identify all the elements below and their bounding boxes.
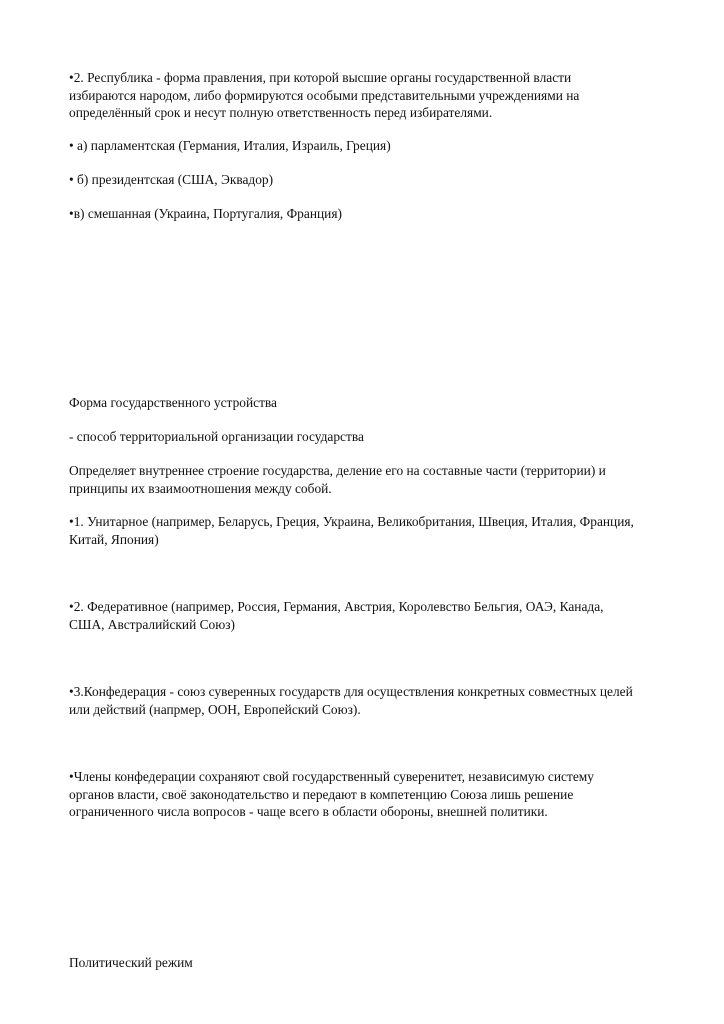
text-line: •Члены конфедерации сохраняют свой государственный суверенитет, независимую систему [69, 769, 594, 784]
text-line: Определяет внутреннее строение государства, деление его на составные части (территории) и [69, 463, 606, 478]
text-line: ограниченного числа вопросов - чаще всего в области обороны, внешней политики. [69, 804, 548, 820]
text-line: • а) парламентская (Германия, Италия, Израиль, Греция) [69, 138, 391, 153]
political-regime-heading [69, 954, 669, 972]
text-line: или действий (напрмер, ООН, Европейский Союз). [69, 701, 361, 717]
text-line: •в) смешанная (Украина, Португалия, Франция) [69, 206, 342, 221]
text-line: Китай, Япония) [69, 531, 159, 547]
text-line: •2. Федеративное (например, Россия, Германия, Австрия, Королевство Бельгия, ОАЭ, Канада, [69, 599, 604, 614]
text-line: - способ территориальной организации государства [69, 429, 364, 444]
federal-item [69, 598, 669, 633]
unitary-item [69, 513, 669, 548]
state-structure-heading [69, 394, 669, 412]
state-structure-description [69, 462, 669, 497]
state-structure-subtitle [69, 428, 669, 446]
text-line: •2. Республика - форма правления, при которой высшие органы государственной власти [69, 70, 572, 85]
confederation-members-item [69, 768, 669, 821]
republic-type-mixed [69, 205, 669, 223]
text-line: •1. Унитарное (например, Беларусь, Греция, Украина, Великобритания, Швеция, Италия, Франция, [69, 514, 634, 529]
text-line: принципы их взаимоотношения между собой. [69, 480, 332, 496]
text-line: органов власти, своё законодательство и передают в компетенцию Союза лишь решение [69, 786, 574, 802]
text-line: •3.Конфедерация - союз суверенных государств для осуществления конкретных совместных целей [69, 684, 633, 699]
text-line: Форма государственного устройства [69, 395, 278, 410]
text-line: США, Австралийский Союз) [69, 616, 235, 632]
text-line: избираются народом, либо формируются особыми представительными учреждениями на [69, 87, 580, 103]
republic-definition [69, 69, 669, 122]
confederation-item [69, 683, 669, 718]
text-line: Политический режим [69, 955, 193, 970]
republic-type-parliamentary [69, 137, 669, 155]
republic-type-presidential [69, 171, 669, 189]
text-line: • б) президентская (США, Эквадор) [69, 172, 274, 187]
text-line: определённый срок и несут полную ответственность перед избирателями. [69, 105, 493, 121]
